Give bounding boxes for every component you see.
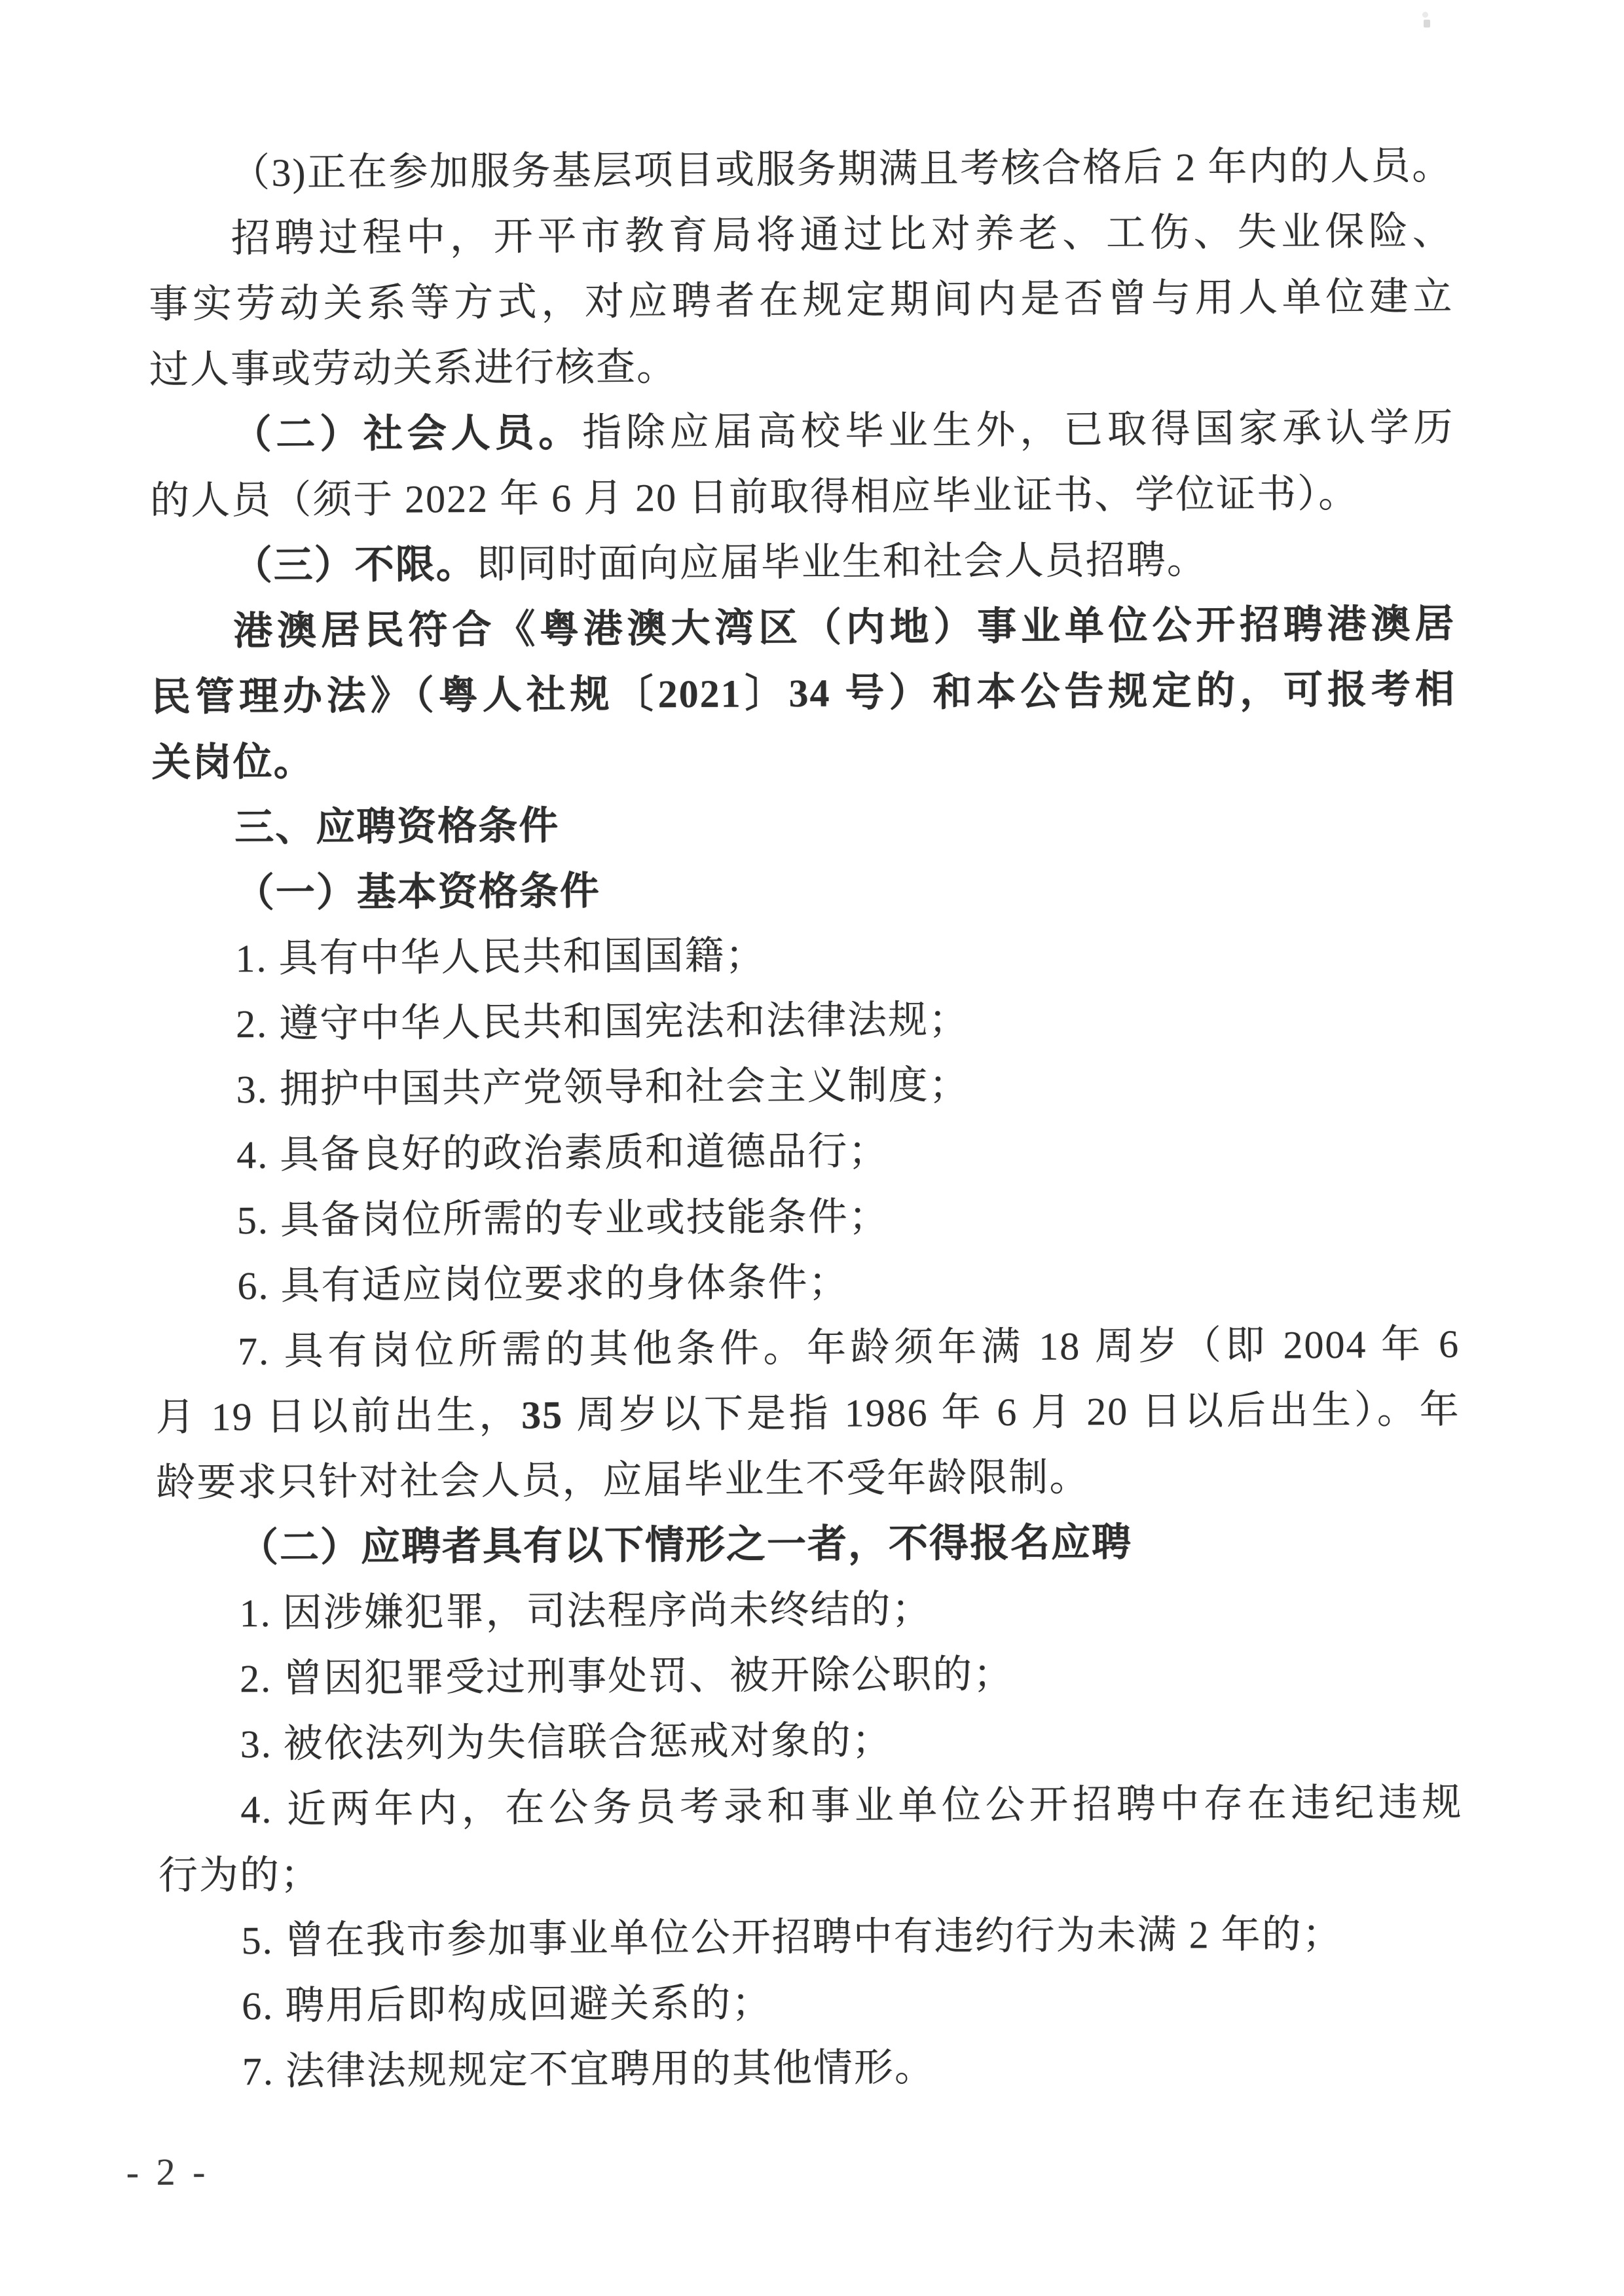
list-item: 3. 被依法列为失信联合惩戒对象的；	[240, 1719, 893, 1766]
para-line: 港澳居民符合《粤港澳大湾区（内地）事业单位公开招聘港澳居	[233, 602, 1456, 653]
para-line: （3)正在参加服务基层项目或服务期满且考核合格后 2 年内的人员。	[230, 143, 1453, 195]
para-line: 关岗位。	[151, 740, 314, 785]
bold-number: 35	[521, 1393, 564, 1437]
para-line: 的人员（须于 2022 年 6 月 20 日前取得相应毕业证书、学位证书）。	[149, 471, 1359, 523]
list-item: 4. 具备良好的政治素质和道德品行；	[236, 1129, 889, 1177]
list-item: 1. 具有中华人民共和国国籍；	[235, 934, 766, 981]
para-line	[151, 526, 1456, 599]
list-item: 2. 遵守中华人民共和国宪法和法律法规；	[235, 998, 970, 1046]
list-item: 5. 具备岗位所需的专业或技能条件；	[236, 1195, 890, 1243]
list-item: 6. 具有适应岗位要求的身体条件；	[237, 1260, 849, 1308]
bold-lead: （二）社会人员。	[232, 410, 583, 457]
para-text: 指除应届高校毕业生外，已取得国家承认学历	[581, 405, 1454, 454]
subsection-heading: （二）应聘者具有以下情形之一者，不得报名应聘	[238, 1520, 1133, 1570]
list-item: 6. 聘用后即构成回避关系的；	[242, 1981, 773, 2028]
list-item: 3. 拥护中国共产党领导和社会主义制度；	[236, 1063, 970, 1112]
subsection-heading: （一）基本资格条件	[234, 869, 601, 915]
para-text: 即同时面向应届毕业生和社会人员招聘。	[476, 538, 1208, 586]
para-line	[149, 395, 1454, 468]
para-line	[155, 1377, 1460, 1450]
para-line: 民管理办法》（粤人社规〔2021〕34 号）和本公告规定的，可报考相	[151, 667, 1456, 720]
para-line: 招聘过程中，开平市教育局将通过比对养老、工伤、失业保险、	[231, 209, 1453, 261]
list-item: 4. 近两年内，在公务员考录和事业单位公开招聘中存在违纪违规	[240, 1780, 1463, 1832]
para-text: 月 19 日以前出生，	[155, 1393, 522, 1439]
section-heading: 三、应聘资格条件	[234, 804, 560, 850]
para-line: 过人事或劳动关系进行核查。	[149, 345, 678, 392]
list-item: 5. 曾在我市参加事业单位公开招聘中有违约行为未满 2 年的；	[241, 1912, 1343, 1963]
list-item: 1. 因涉嫌犯罪，司法程序尚未终结的；	[239, 1587, 932, 1635]
list-item: 7. 法律法规规定不宜聘用的其他情形。	[242, 2045, 936, 2094]
para-line: 龄要求只针对社会人员，应届毕业生不受年龄限制。	[156, 1455, 1090, 1504]
list-item: 7. 具有岗位所需的其他条件。年龄须年满 18 周岁（即 2004 年 6	[237, 1322, 1460, 1374]
scan-speck	[1424, 20, 1430, 27]
para-line: 行为的；	[158, 1853, 322, 1897]
scan-speck	[1422, 12, 1428, 18]
para-text: 周岁以下是指 1986 年 6 月 20 日以后出生）。年	[563, 1387, 1460, 1437]
list-item: 2. 曾因犯罪受过刑事处罚、被开除公职的；	[239, 1652, 1014, 1701]
document-body	[126, 133, 1464, 2194]
para-line: 事实劳动关系等方式，对应聘者在规定期间内是否曾与用人单位建立	[149, 274, 1454, 327]
bold-lead: （三）不限。	[232, 542, 477, 588]
page-number: - 2 -	[126, 2150, 210, 2194]
